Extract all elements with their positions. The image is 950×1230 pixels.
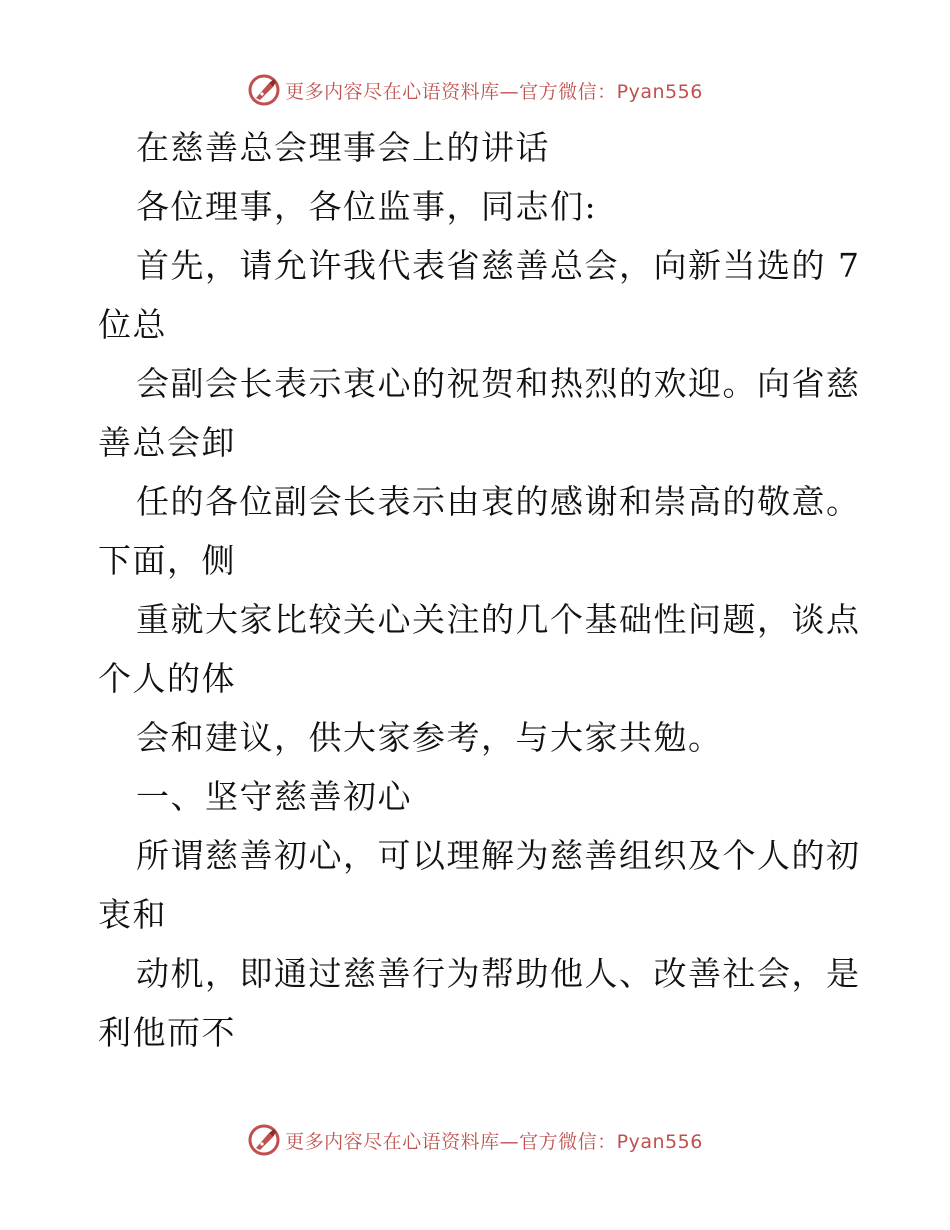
banner-text: 更多内容尽在心语资料库—官方微信：Pyan556 — [285, 80, 703, 103]
footer-banner — [0, 1122, 950, 1158]
text-line: 位总 — [98, 305, 167, 344]
text-line: 首先，请允许我代表省慈善总会，向新当选的 7 — [136, 246, 861, 285]
banner-text: 更多内容尽在心语资料库—官方微信：Pyan556 — [285, 1130, 703, 1153]
header-banner — [0, 72, 950, 108]
text-line: 动机，即通过慈善行为帮助他人、改善社会，是 — [136, 954, 861, 993]
text-line: 下面，侧 — [98, 541, 236, 580]
section-heading: 一、坚守慈善初心 — [136, 777, 412, 816]
pen-nib-logo-icon — [247, 73, 281, 107]
speech-title: 在慈善总会理事会上的讲话 — [136, 128, 550, 167]
document-body — [98, 118, 861, 1062]
text-line: 重就大家比较关心关注的几个基础性问题，谈点 — [136, 600, 861, 639]
salutation: 各位理事，各位监事，同志们: — [136, 187, 598, 226]
text-line: 衷和 — [98, 895, 167, 934]
text-line: 会副会长表示衷心的祝贺和热烈的欢迎。向省慈 — [136, 364, 861, 403]
text-line: 个人的体 — [98, 659, 236, 698]
text-line: 所谓慈善初心，可以理解为慈善组织及个人的初 — [136, 836, 861, 875]
text-line: 利他而不 — [98, 1013, 236, 1052]
text-line: 善总会卸 — [98, 423, 236, 462]
text-line: 任的各位副会长表示由衷的感谢和崇高的敬意。 — [136, 482, 861, 521]
text-line: 会和建议，供大家参考，与大家共勉。 — [136, 718, 723, 757]
pen-nib-logo-icon — [247, 1123, 281, 1157]
